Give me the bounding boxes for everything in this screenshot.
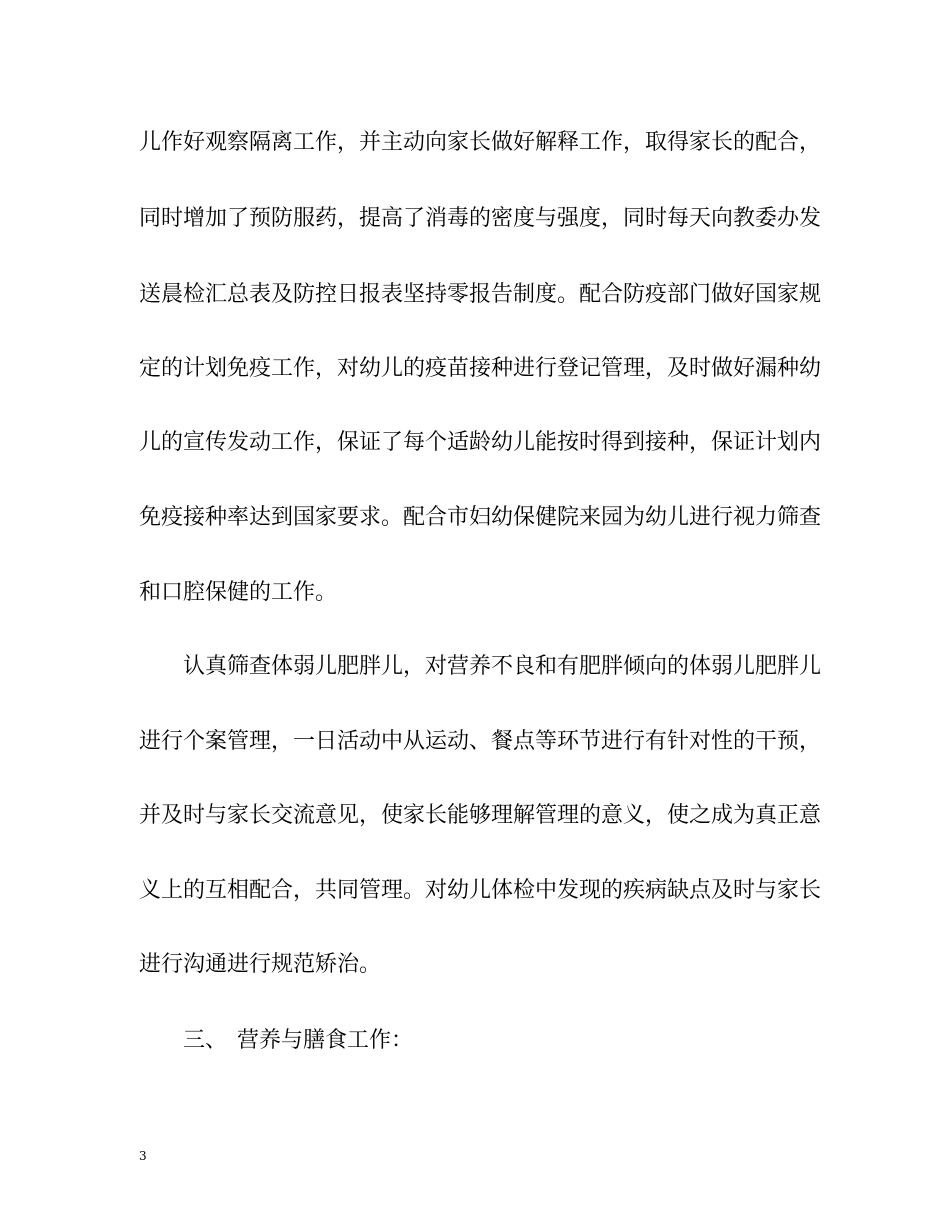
- paragraph-line: 进行沟通进行规范矫治。: [139, 952, 382, 977]
- paragraph-line: 免疫接种率达到国家要求。配合市妇幼保健院来园为幼儿进行视力筛查: [139, 505, 822, 530]
- section-number: 三、: [183, 1028, 228, 1053]
- section-heading: [183, 1026, 413, 1056]
- paragraph-line: 并及时与家长交流意见，使家长能够理解管理的意义，使之成为真正意: [139, 803, 822, 828]
- paragraph-line: 同时增加了预防服药，提高了消毒的密度与强度，同时每天向教委办发: [139, 206, 822, 231]
- paragraph-line: 和口腔保健的工作。: [139, 580, 338, 605]
- paragraph-first-line: 认真筛查体弱儿肥胖儿，对营养不良和有肥胖倾向的体弱儿肥胖儿: [183, 654, 822, 679]
- paragraph-line: 儿作好观察隔离工作，并主动向家长做好解释工作，取得家长的配合，: [139, 130, 822, 155]
- paragraph-line: 送晨检汇总表及防控日报表坚持零报告制度。配合防疫部门做好国家规: [139, 282, 822, 307]
- page-number: 3: [139, 1149, 147, 1163]
- paragraph-line: 定的计划免疫工作，对幼儿的疫苗接种进行登记管理，及时做好漏种幼: [139, 356, 822, 381]
- paragraph-line: 进行个案管理，一日活动中从运动、餐点等环节进行有针对性的干预，: [139, 729, 822, 754]
- section-title: 营养与膳食工作：: [237, 1028, 414, 1053]
- paragraph-line: 义上的互相配合，共同管理。对幼儿体检中发现的疾病缺点及时与家长: [139, 878, 822, 903]
- paragraph-line: 儿的宣传发动工作，保证了每个适龄幼儿能按时得到接种，保证计划内: [139, 430, 822, 455]
